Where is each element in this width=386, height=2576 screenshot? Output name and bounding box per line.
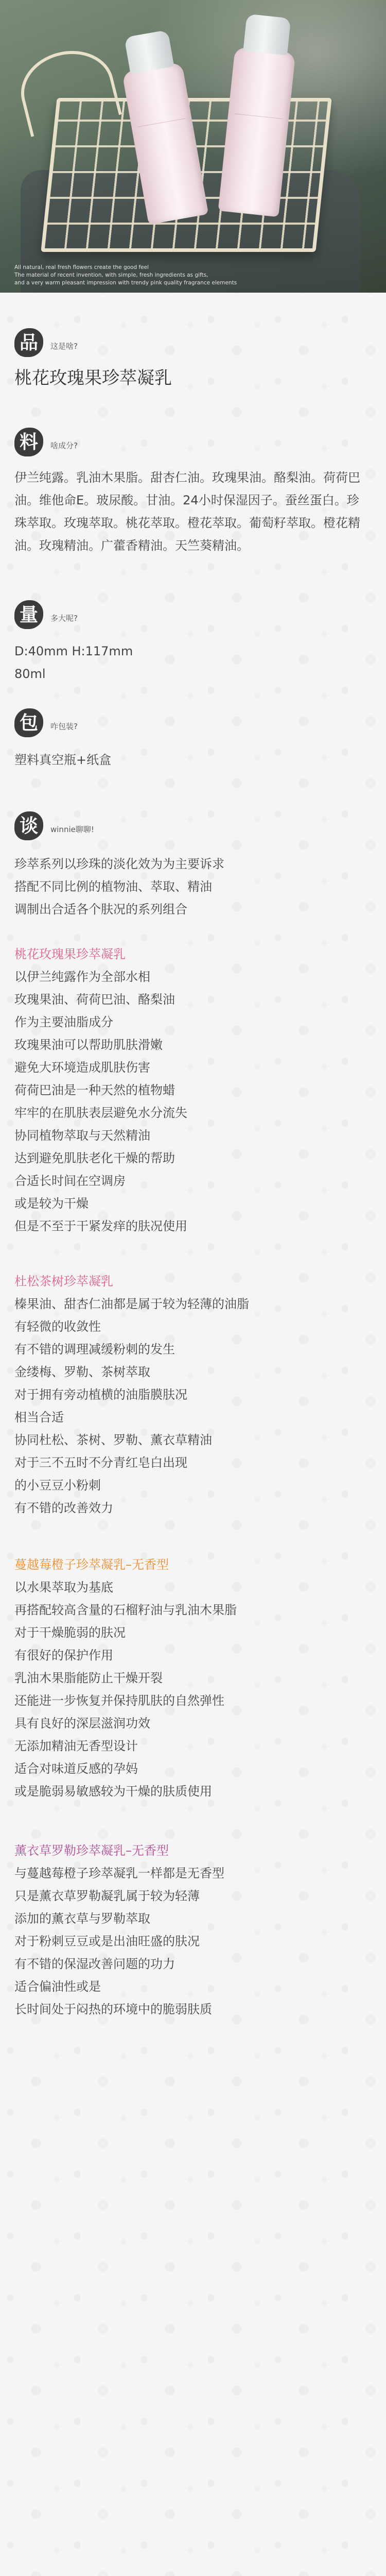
product-line: 只是薰衣草罗勒凝乳属于较为轻薄	[14, 1889, 200, 1903]
section-subtitle: 多大呢?	[50, 614, 78, 623]
product-line: 乳油木果脂能防止干燥开裂	[14, 1671, 163, 1685]
product-line: 玫瑰果油、荷荷巴油、酪梨油	[14, 992, 175, 1007]
product-line: 有不错的调理减缓粉刺的发生	[14, 1342, 175, 1357]
section-badge: 料	[14, 428, 43, 456]
section-badge: 包	[14, 708, 43, 737]
product-line: 作为主要油脂成分	[14, 1015, 113, 1029]
product-block	[14, 943, 370, 1238]
talk-intro-line: 搭配不同比例的植物油、萃取、精油	[14, 879, 212, 894]
product-line: 具有良好的深层滋润功效	[14, 1716, 150, 1731]
product-line: 的小豆豆小粉刺	[14, 1478, 101, 1493]
talk-intro-line: 珍萃系列以珍珠的淡化效为为主要诉求	[14, 857, 224, 871]
product-line: 对于干燥脆弱的肤况	[14, 1625, 126, 1640]
product-line: 对于粉刺豆豆或是出油旺盛的肤况	[14, 1934, 200, 1948]
product-line: 合适长时间在空调房	[14, 1174, 126, 1188]
product-line: 适合偏油性或是	[14, 1979, 101, 1994]
product-line: 但是不至于干紧发痒的肤况使用	[14, 1219, 187, 1233]
package-text: 塑料真空瓶+纸盒	[14, 753, 112, 767]
product-line: 还能进一步恢复并保持肌肤的自然弹性	[14, 1693, 224, 1708]
product-line: 有不错的保湿改善问题的功力	[14, 1957, 175, 1971]
product-line: 或是较为干燥	[14, 1196, 89, 1211]
product-line: 无添加精油无香型设计	[14, 1739, 138, 1753]
product-line: 金缕梅、罗勒、茶树萃取	[14, 1365, 150, 1379]
hero-photo	[0, 0, 386, 293]
product-block	[14, 1553, 370, 1803]
product-line: 榛果油、甜杏仁油都是属于较为轻薄的油脂	[14, 1297, 249, 1311]
section-subtitle: 啥成分?	[50, 441, 78, 450]
product-block	[14, 1270, 370, 1519]
product-line: 再搭配较高含量的石榴籽油与乳油木果脂	[14, 1603, 237, 1617]
product-line: 避免大环境造成肌肤伤害	[14, 1060, 150, 1075]
ingredients-text: 伊兰纯露。乳油木果脂。甜杏仁油。玫瑰果油。酪梨油。荷荷巴油。维他命E。玻尿酸。甘油。24小时保湿因子。蚕丝蛋白。珍珠萃取。玫瑰萃取。桃花萃取。橙花萃取。葡萄籽萃取。橙花精油。玫瑰精油。广藿香精油。天竺葵精油。	[14, 470, 360, 553]
product-line: 有不错的改善效力	[14, 1501, 113, 1515]
product-title: 薰衣草罗勒珍萃凝乳–无香型	[14, 1843, 169, 1858]
product-line: 牢牢的在肌肤表层避免水分流失	[14, 1106, 187, 1120]
product-name: 桃花玫瑰果珍萃凝乳	[14, 368, 172, 388]
product-line: 有很好的保护作用	[14, 1648, 113, 1663]
product-block	[14, 1839, 370, 2021]
product-line: 适合对味道反感的孕妈	[14, 1761, 138, 1776]
hero-caption: All natural, real fresh flowers create the good feel The material of recent invention, with simple, fresh ingredients as gifts, and a very warm pleasant impression with trendy pink quality fragrance elements	[14, 264, 237, 286]
section-subtitle: 这是啥?	[50, 342, 78, 351]
product-title: 桃花玫瑰果珍萃凝乳	[14, 947, 126, 961]
product-line: 荷荷巴油是一种天然的植物蜡	[14, 1083, 175, 1097]
product-line: 或是脆弱易敏感较为干燥的肤质使用	[14, 1784, 212, 1799]
size-dimensions: D:40mm H:117mm	[14, 644, 133, 658]
product-line: 玫瑰果油可以帮助肌肤滑嫩	[14, 1038, 163, 1052]
product-line: 协同植物萃取与天然精油	[14, 1128, 150, 1143]
product-line: 添加的薰衣草与罗勒萃取	[14, 1911, 150, 1926]
section-subtitle: 咋包装?	[50, 722, 78, 731]
size-volume: 80ml	[14, 667, 46, 681]
size-text	[14, 640, 370, 685]
talk-intro	[14, 853, 370, 921]
section-badge: 量	[14, 600, 43, 629]
product-line: 对于三不五时不分青红皂白出现	[14, 1455, 187, 1470]
product-line: 协同杜松、茶树、罗勒、薰衣草精油	[14, 1433, 212, 1447]
product-line: 以伊兰纯露作为全部水相	[14, 970, 150, 984]
product-line: 与蔓越莓橙子珍萃凝乳一样都是无香型	[14, 1866, 224, 1880]
product-line: 达到避免肌肤老化干燥的帮助	[14, 1151, 175, 1165]
product-line: 长时间处于闷热的环境中的脆弱肤质	[14, 2002, 212, 2016]
product-title: 杜松茶树珍萃凝乳	[14, 1274, 113, 1289]
section-badge: 谈	[14, 811, 43, 840]
section-subtitle: winnie聊聊!	[50, 825, 94, 834]
product-line: 相当合适	[14, 1410, 64, 1425]
product-line: 有轻微的收敛性	[14, 1319, 101, 1334]
product-line: 对于拥有旁动植横的油脂膜肤况	[14, 1387, 187, 1402]
talk-intro-line: 调制出合适各个肤况的系列组合	[14, 902, 187, 917]
product-line: 以水果萃取为基底	[14, 1580, 113, 1595]
section-badge: 品	[14, 328, 43, 357]
product-title: 蔓越莓橙子珍萃凝乳–无香型	[14, 1557, 169, 1572]
